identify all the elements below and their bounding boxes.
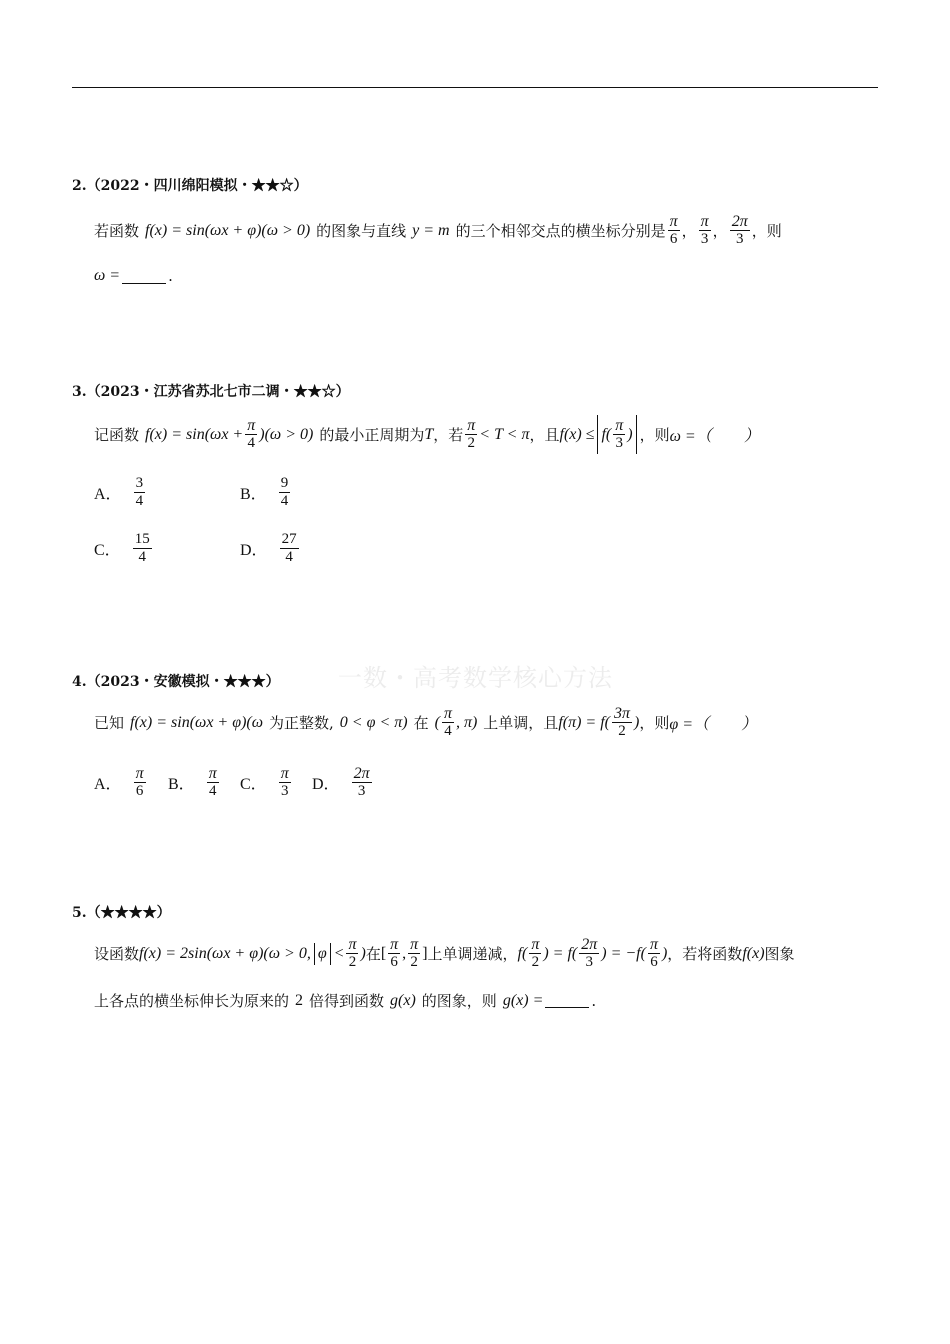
fraction [730,213,750,248]
math-text: 则 [766,222,782,240]
math-text: f(π) = f( [558,713,610,731]
math-text: ) [634,713,640,731]
fraction [346,936,358,971]
fraction [613,417,625,452]
math-text: C． [240,776,267,793]
absolute-value [597,415,636,454]
math-text: 2π [353,765,370,782]
line-expression: y = m [412,221,450,239]
math-text: ) = f( [543,944,578,962]
math-text: f(x) ≤ [559,425,595,443]
math-text: A． [94,776,122,793]
fraction [408,936,420,971]
math-text: ω =（ ） [669,428,760,445]
math-text: φ [317,944,327,962]
fraction [699,213,711,248]
math-text: π [700,213,709,230]
math-text: 4 [247,435,255,451]
math-text: 4 [208,783,217,799]
math-text: 2π [581,936,598,953]
math-text: 若函数 [94,222,140,240]
math-text: π [669,213,678,230]
math-text: 的图象，则 [421,992,497,1010]
math-text: 4 [285,549,293,565]
math-text: < T < π [479,425,530,443]
math-text: 6 [135,783,144,799]
math-text: 3π [614,705,631,722]
math-text: π [531,936,540,953]
math-text: ，则 [639,714,670,732]
math-text: ，且 [529,426,560,444]
math-text: f( [517,944,528,962]
math-text: 的最小正周期为 [319,426,425,444]
math-text: 3 [135,475,144,491]
math-text: 上单调，且 [483,714,559,732]
question-2-header: 2.（2022・四川绵阳模拟・★★☆） [72,178,308,194]
math-text: < [333,944,345,962]
math-text: g(x) [390,991,416,1009]
math-text: π [247,417,256,434]
math-text: 倍得到函数 [309,992,385,1010]
answer-blank[interactable] [122,269,166,284]
math-text: π [649,936,658,953]
math-text: . [591,991,597,1010]
math-text: 上各点的横坐标伸长为原来的 [94,992,290,1010]
math-text: ， [751,222,767,240]
math-text: ，若 [433,426,464,444]
answer-blank[interactable] [545,993,589,1008]
math-text: B． [240,486,267,503]
math-text: )(ω > 0) [259,425,314,443]
math-text: ] [422,944,428,962]
math-text: 上单调递减， [427,945,518,963]
question-2-answer-line [94,267,173,285]
math-text: 27 [281,531,297,547]
math-text: 2 [348,954,357,970]
math-text: ) = −f( [601,944,646,962]
math-text: 4 [135,493,144,509]
math-text: A． [94,486,122,503]
math-text: 2 [295,991,304,1009]
math-text: ， [681,222,697,240]
question-4-stem [94,705,757,740]
math-text: ω = [94,267,121,284]
fraction [465,417,477,452]
fraction [668,213,680,248]
question-5-header: 5.（★★★★） [72,905,171,921]
math-text: D． [240,542,268,559]
math-text: B． [168,776,195,793]
math-text: g(x) = [502,991,544,1009]
math-text: 设函数 [94,945,140,963]
math-text: , π) [455,713,478,731]
math-text: 4 [280,493,289,509]
math-text: 图象 [764,945,795,963]
fraction [245,417,257,452]
math-text: ) [661,944,668,962]
math-text: f(x) = sin(ωx + φ)(ω [130,713,264,731]
math-text: π [390,936,399,953]
header-rule [72,87,878,88]
question-4-header: 4.（2023・安徽模拟・★★★） [72,674,280,690]
math-text: ) [627,425,633,443]
fraction [388,936,400,971]
math-text: f(x) = 2sin(ωx + φ)(ω > 0, [139,944,311,962]
math-text: ，则 [639,426,670,444]
fraction [529,936,541,971]
math-text: π [410,936,419,953]
math-text: D． [312,776,340,793]
math-text: 在 [413,714,429,732]
math-text: 4 [444,723,452,739]
option-c[interactable] [240,765,293,800]
math-text: π [135,765,144,782]
math-text: π [348,936,357,953]
question-5-stem [94,936,795,971]
math-text: 6 [390,954,398,970]
math-text: ) [360,944,366,962]
math-text: 6 [650,954,658,970]
option-b[interactable] [168,765,221,800]
option-d[interactable] [240,531,301,566]
math-text: 在 [365,945,381,963]
math-text: 3 [735,231,744,247]
math-text: . [168,267,173,285]
fraction [612,705,632,740]
math-text: 2 [618,723,626,739]
math-text: 9 [280,475,289,491]
math-text: ( [434,713,440,731]
option-b[interactable] [240,475,292,510]
math-text: 2 [410,954,418,970]
math-text: [ [380,944,387,962]
math-text: f( [601,425,612,443]
math-text: f(x) = sin(ωx + [145,425,244,443]
math-text: 3 [615,435,624,451]
math-text: 已知 [94,714,125,732]
absolute-value [314,943,331,965]
math-text: 为正整数, [269,714,334,732]
math-text: 6 [669,231,678,247]
math-text: π [615,417,624,434]
math-text: 3 [357,783,366,799]
math-text: π [280,765,289,782]
question-3 [72,381,882,565]
math-text: f(x) [742,944,765,962]
math-text: T [424,425,434,443]
function-expression: f(x) = sin(ωx + φ)(ω > 0) [145,221,311,239]
math-text: C． [94,542,121,559]
math-text: ， [712,222,728,240]
fraction [648,936,660,971]
fraction [442,705,454,740]
option-a[interactable] [94,765,148,800]
option-a[interactable] [94,475,147,510]
math-text: 记函数 [94,426,140,444]
question-3-stem [94,415,760,454]
math-text: 2π [731,213,748,230]
math-text: 4 [138,549,146,565]
math-text: 3 [280,783,289,799]
math-text: φ =（ ） [669,716,758,733]
math-text: 2 [531,954,540,970]
question-2-stem [94,213,782,248]
math-text: 的三个相邻交点的横坐标分别是 [455,222,666,240]
math-text: 2 [467,435,475,451]
option-c[interactable] [94,531,154,566]
math-text: , [402,944,407,962]
math-text: ，若将函数 [667,945,743,963]
math-text: 3 [700,231,709,247]
math-text: 15 [134,531,150,547]
math-text: 的图象与直线 [316,222,407,240]
option-d[interactable] [312,765,374,800]
math-text: 0 < φ < π) [339,713,408,731]
question-3-header: 3.（2023・江苏省苏北七市二调・★★☆） [72,384,350,400]
fraction [579,936,599,971]
math-text: π [208,765,217,782]
watermark: 一数・高考数学核心方法 [338,664,613,692]
math-text: π [443,705,452,722]
math-text: 3 [585,954,593,970]
math-text: π [467,417,476,434]
question-5-line-2 [94,990,596,1011]
